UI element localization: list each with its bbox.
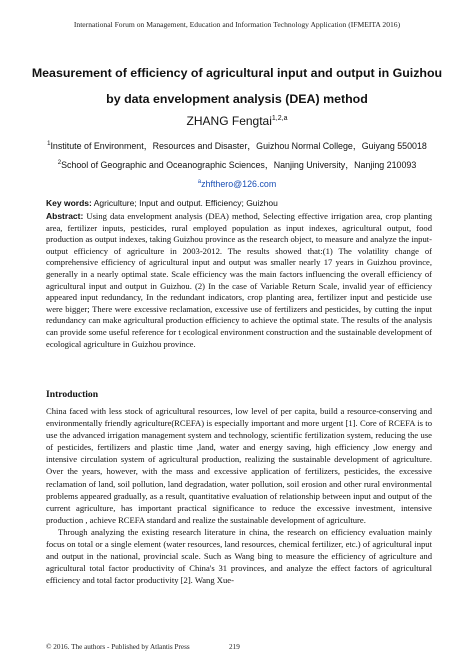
page-number: 219 bbox=[229, 643, 240, 651]
keywords-text: Agriculture; Input and output. Efficiency; Guizhou bbox=[93, 198, 278, 208]
affiliation-1-superscript: 1 bbox=[47, 141, 51, 148]
introduction-paragraph-1: China faced with less stock of agricultural resources, low level of per capita, build a resource-conserving and environmentally friendly agriculture(RCEFA) is especially important and more urgent [1]. Core of RCEFA is to use the advanced irrigation management system and technology, scientific fertilization system, reducing the use of pesticides, fertilizers and plastic time ,land, water and energy saving, high efficiency ,low energy and intensive circulation system of agricultural production, realizing the sustainable development of agriculture. Over the years, however, with the mass and excessive application of fertilizers, pesticides, the excessive reclamation of land, soil pollution, land degradation, water pollution, soil erosion and other rural environmental problems appeared gradually, as a result, quantitative evaluation of relationship between input and output of the current agriculture, has important practical significance to reduce the excessive investment, intensive production , achieve RCEFA standard and realize the sustainable development of agriculture. bbox=[46, 406, 432, 525]
affiliation-2-superscript: 2 bbox=[57, 160, 62, 167]
footer-copyright: © 2016. The authors - Published by Atlantis Press bbox=[46, 643, 190, 651]
affiliation-1 bbox=[0, 139, 474, 152]
author-superscript: 1,2,a bbox=[271, 115, 288, 122]
abstract-text: Using data envelopment analysis (DEA) method, Selecting effective irrigation area, crop planting area, fertilizer inputs, pesticides, rural employed population as input indexes, agricultural output, food production as output indexes, taking Guizhou province as the research object, to measure and analyze the input-output efficiency of agriculture in 2003-2012. The results showed that:(1) The volatility change of comprehensive efficiency of agricultural input and output was smaller nearly 17 years in Guizhou province, generally in a nearly optimal state. Scale efficiency was the main factors influencing the overall efficiency of agricultural input and output in Guizhou. (2) In the case of Variable Return Scale, invalid year of efficiency appeared input redundancy, In the redundant indicators, crop planting area, fertilizer input and pesticide use were bigger; There were excessive reclamation, excessive use of fertilizers and pesticides, by cutting the input redundancy can make agricultural production efficiency to achieve the optimal state. The results of the analysis can provide some useful reference for t ecological environment construction and the sustainable development of ecological agriculture in Guizhou province. bbox=[46, 211, 432, 349]
paper-title: Measurement of efficiency of agricultural input and output in Guizhou by data envelopment analysis (DEA) method bbox=[31, 66, 443, 106]
email-link[interactable]: zhfthero@126.com bbox=[201, 179, 277, 189]
introduction-paragraph-2: Through analyzing the existing research literature in china, the research on efficiency evaluation mainly focus on total or a single element (water resources, land resources, chemical fertilizer, etc.) of agricultural input and output in the national, provincial scale. Such as Wang bing to measure the efficiency of agriculture and agricultural total factor productivity of China's 31 provinces, and analyze the effect factors of agricultural efficiency and total factor productivity [2]. Wang Xue- bbox=[46, 526, 432, 586]
section-heading-introduction: Introduction bbox=[46, 389, 99, 400]
author-name: ZHANG Fengtai bbox=[186, 114, 272, 128]
abstract bbox=[46, 211, 432, 350]
introduction-body bbox=[46, 405, 432, 586]
affiliation-1-text: Institute of Environment，Resources and Disaster，Guizhou Normal College，Guiyang 550018 bbox=[50, 141, 427, 151]
affiliation-2 bbox=[0, 158, 474, 171]
email-superscript: a bbox=[197, 179, 202, 186]
keywords-label: Key words: bbox=[46, 198, 92, 208]
affiliation-2-text: School of Geographic and Oceanographic Sciences，Nanjing University，Nanjing 210093 bbox=[61, 160, 417, 170]
email-line bbox=[0, 179, 474, 189]
author-line bbox=[0, 114, 474, 128]
keywords bbox=[46, 198, 436, 208]
abstract-label: Abstract: bbox=[46, 211, 84, 221]
conference-header: International Forum on Management, Education and Information Technology Application (IFMEITA 2016) bbox=[73, 20, 401, 29]
